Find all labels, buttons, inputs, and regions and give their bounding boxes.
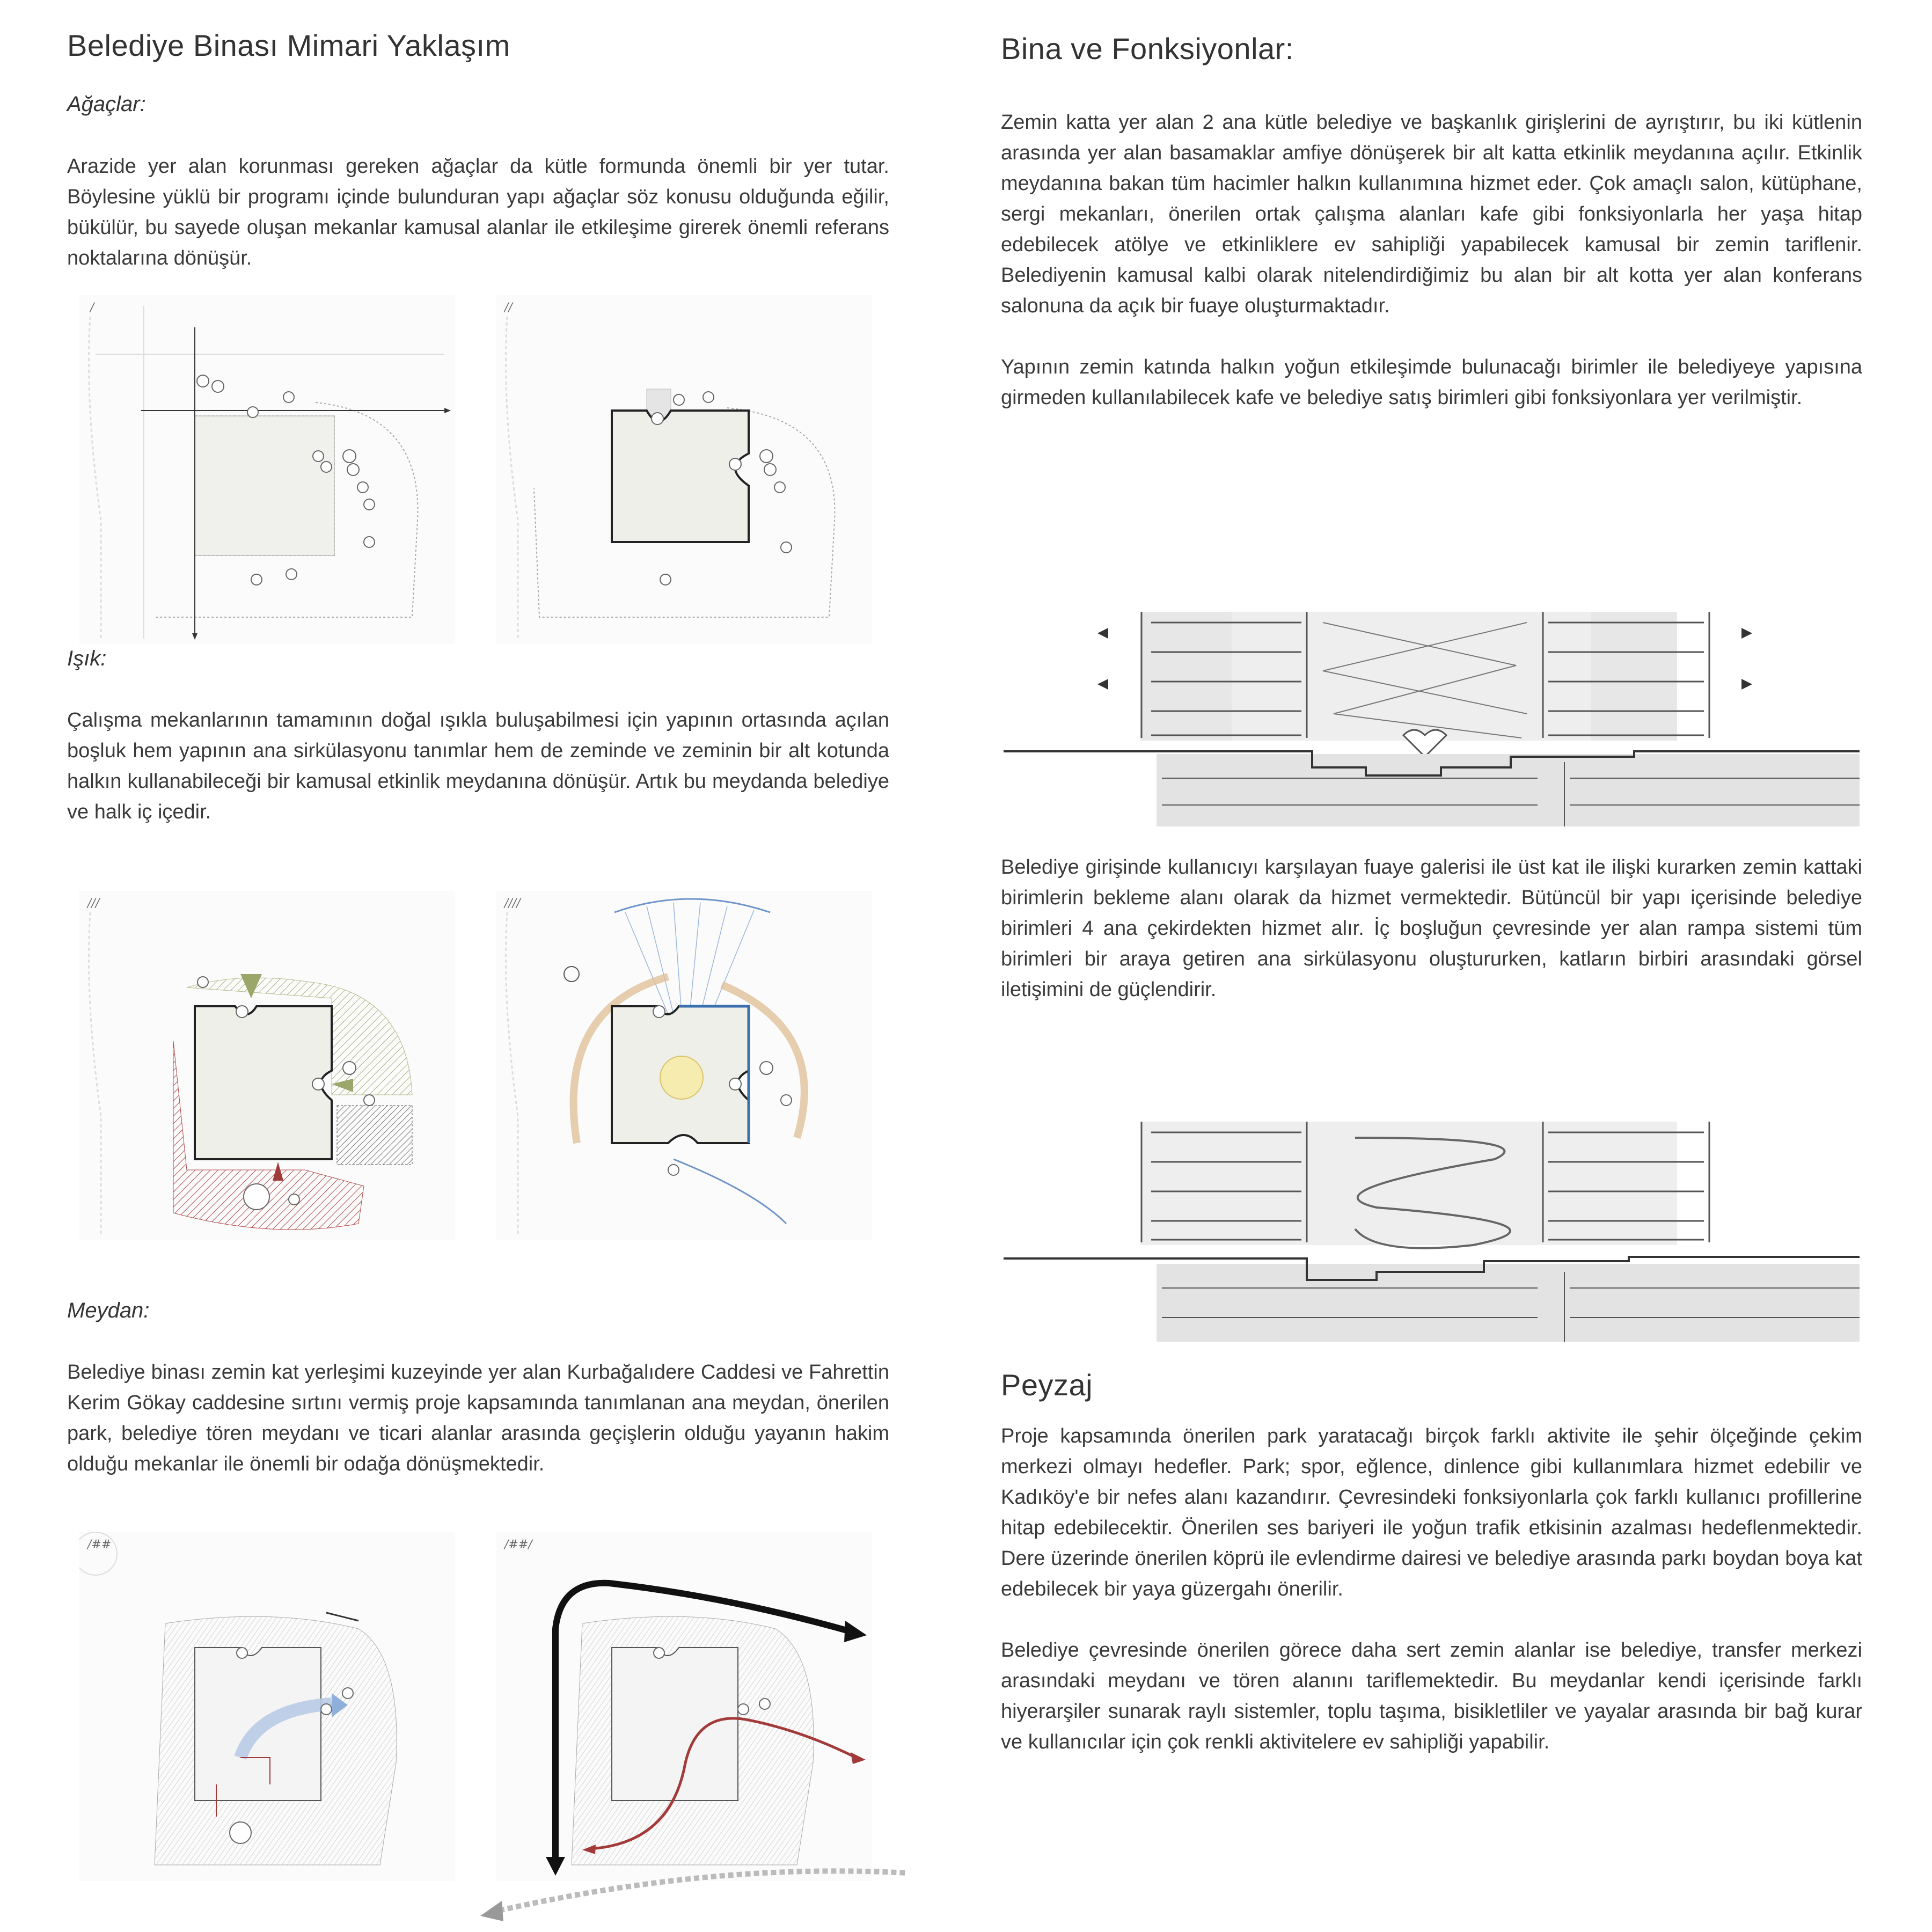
exit-arrow	[472, 1868, 912, 1927]
landscape-paragraph-1: Proje kapsamında önerilen park yaratacağı birçok farklı aktivite ile şehir ölçeğinde çekim merkezi olmayı hedefler. Park; spor, eğlence, dinlence gibi kullanımlara hizmet edebilir ve Kadıköy'e bir nefes alanı kazandırır. Çevresindeki fonksiyonlarla çok farklı kullanıcı profillerine hitap edebilecektir. Önerilen ses bariyeri ile yoğun trafik etkisinin azalması hedeflenmektedir. Dere üzerinde önerilen köprü ile evlendirme dairesi ve belediye arasında parkı boydan boya kat edebilecek bir yaya güzergahı önerilir.	[1001, 1425, 1862, 1600]
diagram-public-zones	[79, 891, 455, 1240]
foyer-paragraph: Belediye girişinde kullanıcıyı karşılayan fuaye galerisi ile üst kat ile ilişki kurarken zemin kattaki birimlerin bekleme alanı olarak da hizmet vermektedir. Bütüncül bir yapı içerisinde belediye birimleri 4 ana çekirdekten hizmet alır. İç boşluğun çevresinde yer alan rampa sistemi tüm birimleri bir araya getiren ana sirkülasyonu oluştururken, katların birbiri arasındaki görsel iletişimini de güçlendirir.	[1001, 856, 1862, 1001]
svg-text://: //	[504, 301, 513, 314]
diagram-light	[496, 891, 872, 1240]
svg-text:/##: /##	[87, 1538, 112, 1552]
section-heading-trees: Ağaçlar:	[67, 92, 146, 116]
section-text-light: Çalışma mekanlarının tamamının doğal ışıkla buluşabilmesi için yapının ortasında açılan boşluk hem yapının ana sirkülasyonu tanımlar hem de zeminde ve zeminin bir alt kotunda halkın kullanabileceği bir kamusal etkinlik meydanına dönüşür. Artık bu meydanda belediye ve halk iç içedir.	[67, 709, 889, 823]
right-title: Bina ve Fonksiyonlar:	[1001, 32, 1294, 65]
functions-paragraph-1: Zemin katta yer alan 2 ana kütle belediye ve başkanlık girişlerini de ayrıştırır, bu iki kütlenin arasında yer alan basamaklar amfiye dönüşerek bir alt katta etkinlik meydanına açılır. Etkinlik meydanına bakan tüm hacimler halkın kullanımına hizmet eder. Çok amaçlı salon, kütüphane, sergi mekanları, önerilen ortak çalışma alanları kafe gibi fonksiyonlarla her yaşa hitap edebilecek atölye ve etkinliklere ev sahipliği yapabilecek kamusal bir zemin tariflenir. Belediyenin kamusal kalbi olarak nitelendirdiğimiz bu alan bir alt kotta yer alan konferans salonuna da açık bir fuaye oluşturmaktadır.	[1001, 111, 1862, 317]
section-drawing-spiral	[1001, 1116, 1865, 1342]
functions-paragraph-2: Yapının zemin katında halkın yoğun etkileşimde bulunacağı birimler ile belediyeye yapısına girmeden kullanılabilecek kafe ve belediye satış birimleri gibi fonksiyonlara yer verilmiştir.	[1001, 356, 1862, 409]
svg-text:////: ////	[504, 897, 521, 910]
section-heading-square: Meydan:	[67, 1299, 150, 1322]
section-text-trees: Arazide yer alan korunması gereken ağaçlar da kütle formunda önemli bir yer tutar. Böylesine yüklü bir programı içinde bulunduran yapı ağaçlar söz konusu olduğunda eğilir, bükülür, bu sayede oluşan mekanlar kamusal alanlar ile etkileşime girerek önemli referans noktalarına dönüşür.	[67, 155, 889, 269]
svg-text:/: /	[90, 301, 94, 314]
landscape-paragraph-2: Belediye çevresinde önerilen görece daha sert zemin alanlar ise belediye, transfer merkezi arasındaki meydanı ve tören alanını tariflemektedir. Bu meydanlar kendi içerisinde farklı hiyerarşiler sunarak raylı sistemler, toplu taşıma, bisikletliler ve yayalar arasında bir bağ kurar ve kullanıcılar için çok renkli aktivitelere ev sahipliği yapabilir.	[1001, 1639, 1862, 1753]
section-drawing-ramps	[1001, 601, 1865, 826]
svg-text:/##/: /##/	[504, 1538, 532, 1552]
diagram-flows	[496, 1532, 872, 1881]
section-heading-light: Işık:	[67, 647, 107, 670]
landscape-title: Peyzaj	[1001, 1368, 1093, 1402]
diagram-mass-trees	[496, 295, 872, 644]
section-text-square: Belediye binası zemin kat yerleşimi kuzeyinde yer alan Kurbağalıdere Caddesi ve Fahrettin Kerim Gökay caddesine sırtını vermiş proje kapsamında tanımlanan ana meydan, önerilen park, belediye tören meydanı ve ticari alanlar arasında geçişlerin olduğu yayanın hakim olduğu mekanlar ile önemli bir odağa dönüşmektedir.	[67, 1361, 889, 1475]
functions-text	[1001, 107, 1862, 444]
left-title: Belediye Binası Mimari Yaklaşım	[67, 28, 510, 62]
diagram-circulation	[79, 1532, 455, 1881]
landscape-text	[1001, 1421, 1862, 1788]
diagram-trees-axes	[79, 295, 455, 644]
svg-text:///: ///	[87, 897, 100, 910]
